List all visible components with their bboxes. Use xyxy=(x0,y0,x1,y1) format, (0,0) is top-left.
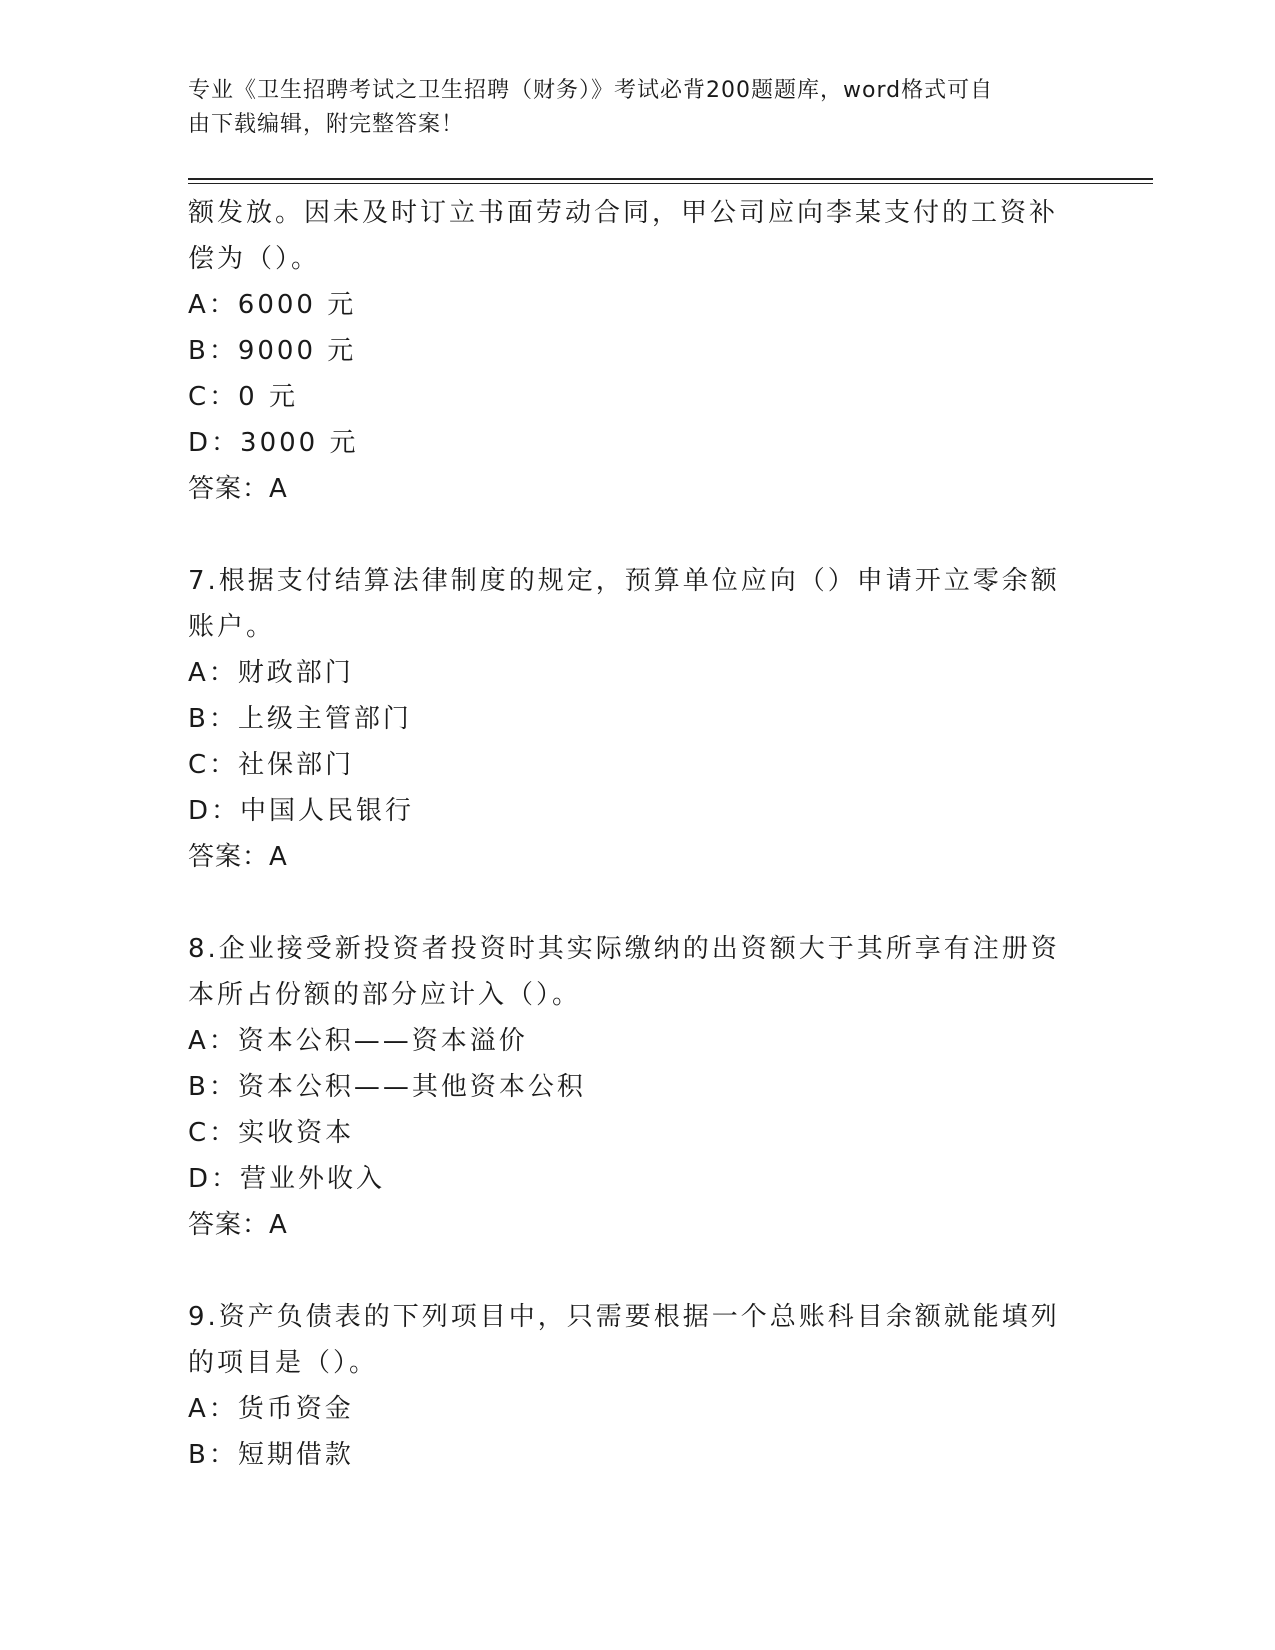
document-header xyxy=(188,74,1068,142)
option-a: A：资本公积——资本溢价 xyxy=(188,1026,528,1056)
question-stem-line: 8.企业接受新投资者投资时其实际缴纳的出资额大于其所享有注册资 xyxy=(188,934,1060,964)
header-divider-thick xyxy=(188,178,1153,180)
question-stem-line: 额发放。因未及时订立书面劳动合同，甲公司应向李某支付的工资补 xyxy=(188,198,1059,228)
option-d: D：3000 元 xyxy=(188,428,359,458)
answer: 答案：A xyxy=(188,842,288,872)
question-6 xyxy=(188,190,1068,512)
option-d: D：营业外收入 xyxy=(188,1164,386,1194)
spacer xyxy=(188,1248,1068,1294)
option-c: C：0 元 xyxy=(188,382,298,412)
question-stem-line: 7.根据支付结算法律制度的规定，预算单位应向（）申请开立零余额 xyxy=(188,566,1060,596)
option-c: C：社保部门 xyxy=(188,750,355,780)
option-b: B：9000 元 xyxy=(188,336,357,366)
header-line-1: 专业《卫生招聘考试之卫生招聘（财务）》考试必背200题题库，word格式可自 xyxy=(188,78,994,103)
spacer xyxy=(188,512,1068,558)
question-8 xyxy=(188,926,1068,1248)
question-list xyxy=(188,190,1068,1478)
header-divider-thin xyxy=(188,183,1153,184)
question-stem-line: 账户。 xyxy=(188,612,276,642)
answer: 答案：A xyxy=(188,474,288,504)
spacer xyxy=(188,880,1068,926)
option-c: C：实收资本 xyxy=(188,1118,355,1148)
option-a: A：6000 元 xyxy=(188,290,357,320)
option-b: B：短期借款 xyxy=(188,1440,354,1470)
question-stem-line: 9.资产负债表的下列项目中，只需要根据一个总账科目余额就能填列 xyxy=(188,1302,1060,1332)
option-d: D：中国人民银行 xyxy=(188,796,415,826)
option-b: B：上级主管部门 xyxy=(188,704,412,734)
header-line-2: 由下载编辑，附完整答案！ xyxy=(188,112,465,137)
question-stem-line: 本所占份额的部分应计入（）。 xyxy=(188,980,582,1010)
question-9 xyxy=(188,1294,1068,1478)
option-b: B：资本公积——其他资本公积 xyxy=(188,1072,586,1102)
question-stem-line: 偿为（）。 xyxy=(188,244,321,274)
option-a: A：财政部门 xyxy=(188,658,354,688)
answer: 答案：A xyxy=(188,1210,288,1240)
question-stem-line: 的项目是（）。 xyxy=(188,1348,379,1378)
question-7 xyxy=(188,558,1068,880)
option-a: A：货币资金 xyxy=(188,1394,354,1424)
